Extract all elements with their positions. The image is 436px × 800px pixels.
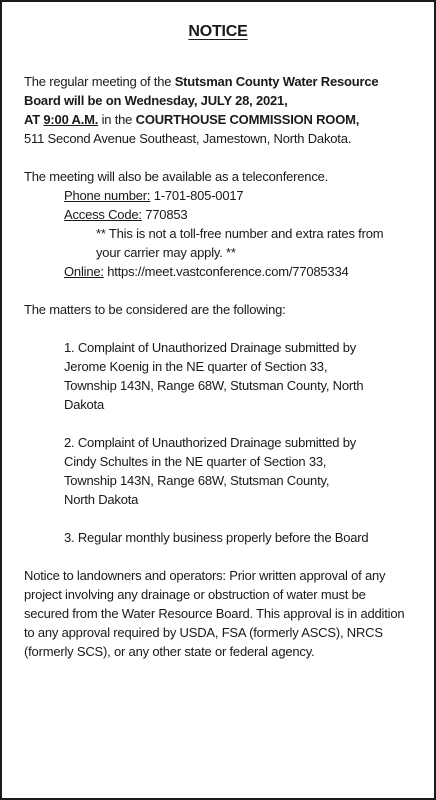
online-line: Online: https://meet.vastconference.com/77085334	[64, 264, 349, 279]
access-code: 770853	[141, 207, 188, 222]
meeting-address: 511 Second Avenue Southeast, Jamestown, North Dakota.	[24, 131, 352, 146]
meeting-room: COURTHOUSE COMMISSION ROOM,	[135, 112, 360, 127]
meeting-time: 9:00 A.M.	[43, 112, 99, 127]
landowner-notice: Notice to landowners and operators: Prior written approval of any project involving any drainage or obstruction of water must be secured from the Water Resource Board. This approval is in addition to any approval required by USDA, FSA (formerly ASCS), NRCS (formerly SCS), or any other state or federal agency.	[24, 568, 405, 659]
board-name: Stutsman County Water Resource Board will be on Wednesday, JULY 28, 2021,	[24, 74, 379, 108]
phone-line: Phone number: 1-701-805-0017	[64, 188, 244, 203]
teleconference-intro: The meeting will also be available as a teleconference.	[24, 169, 329, 184]
phone-number: 1-701-805-0017	[150, 188, 244, 203]
list-item: 3. Regular monthly business properly before the Board	[64, 530, 369, 545]
online-link[interactable]: https://meet.vastconference.com/77085334	[103, 264, 349, 279]
notice-title: NOTICE	[188, 23, 248, 40]
meeting-paragraph: The regular meeting of the Stutsman County Water Resource Board will be on Wednesday, JULY 28, 2021, AT 9:00 A.M. in the COURTHOUSE COMMISSION ROOM, 511 Second Avenue Southeast, Jamestown, North Dakota.	[24, 74, 379, 146]
matters-intro: The matters to be considered are the following:	[24, 302, 286, 317]
toll-note: ** This is not a toll-free number and extra rates from your carrier may apply. **	[96, 226, 384, 260]
list-item: 2. Complaint of Unauthorized Drainage submitted by Cindy Schultes in the NE quarter of Section 33, Township 143N, Range 68W, Stutsman County, North Dakota	[64, 435, 357, 507]
list-item: 1. Complaint of Unauthorized Drainage submitted by Jerome Koenig in the NE quarter of Section 33, Township 143N, Range 68W, Stutsman County, North Dakota	[64, 340, 364, 412]
access-code-line: Access Code: 770853	[64, 207, 188, 222]
